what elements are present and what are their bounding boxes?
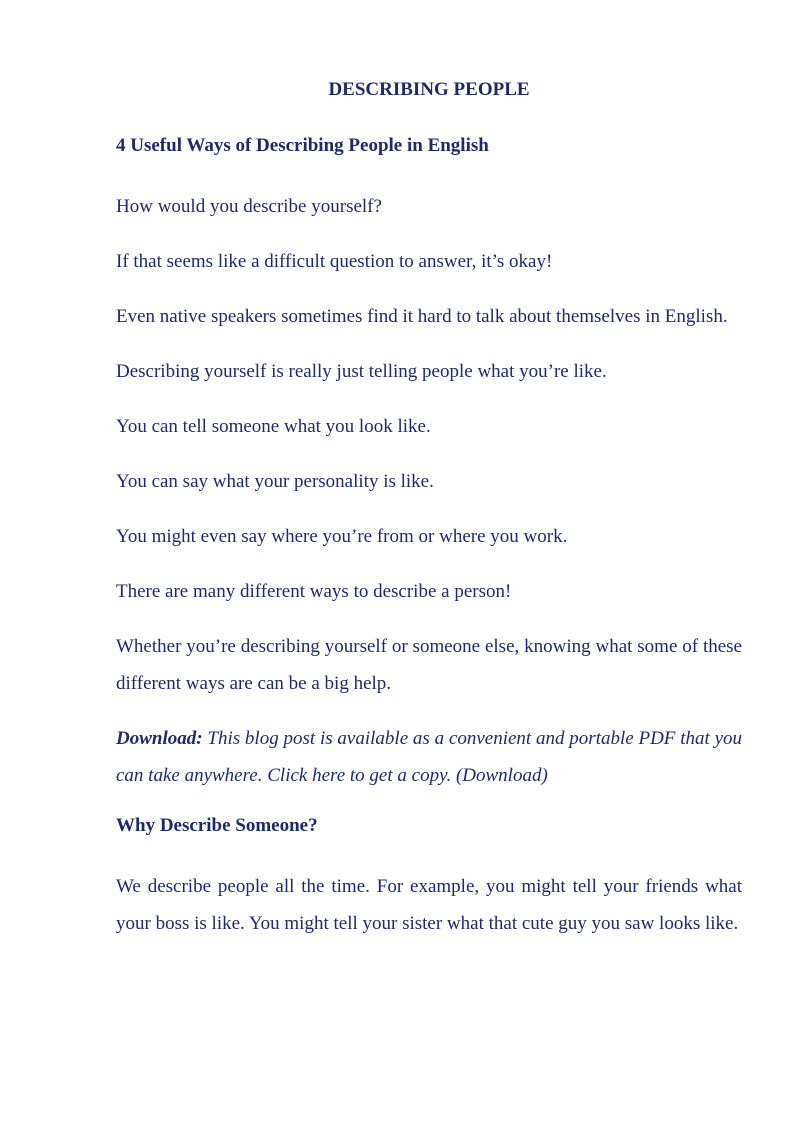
section-heading: Why Describe Someone? [116,815,318,836]
paragraph: There are many different ways to describe a person! [116,581,512,602]
document-page [116,76,742,960]
document-title: DESCRIBING PEOPLE [328,79,530,100]
paragraph: You can tell someone what you look like. [116,416,431,437]
section-paragraph: We describe people all the time. For example, you might tell your friends what your boss is like. You might tell your sister what that cute guy you saw looks like. [116,876,742,934]
download-text: This blog post is available as a convenient and portable PDF that you can take anywhere. Click here to get a copy. (Download) [116,728,742,786]
paragraph: If that seems like a difficult question to answer, it’s okay! [116,251,553,272]
paragraph: How would you describe yourself? [116,196,382,217]
paragraph: You can say what your personality is like. [116,471,434,492]
download-lead: Download: [116,728,203,749]
paragraph: Even native speakers sometimes find it hard to talk about themselves in English. [116,306,728,327]
paragraph: You might even say where you’re from or where you work. [116,526,568,547]
paragraph: Describing yourself is really just telling people what you’re like. [116,361,607,382]
download-note[interactable] [116,720,742,794]
paragraph: Whether you’re describing yourself or someone else, knowing what some of these different ways are can be a big help. [116,636,742,694]
document-subtitle: 4 Useful Ways of Describing People in English [116,135,489,156]
